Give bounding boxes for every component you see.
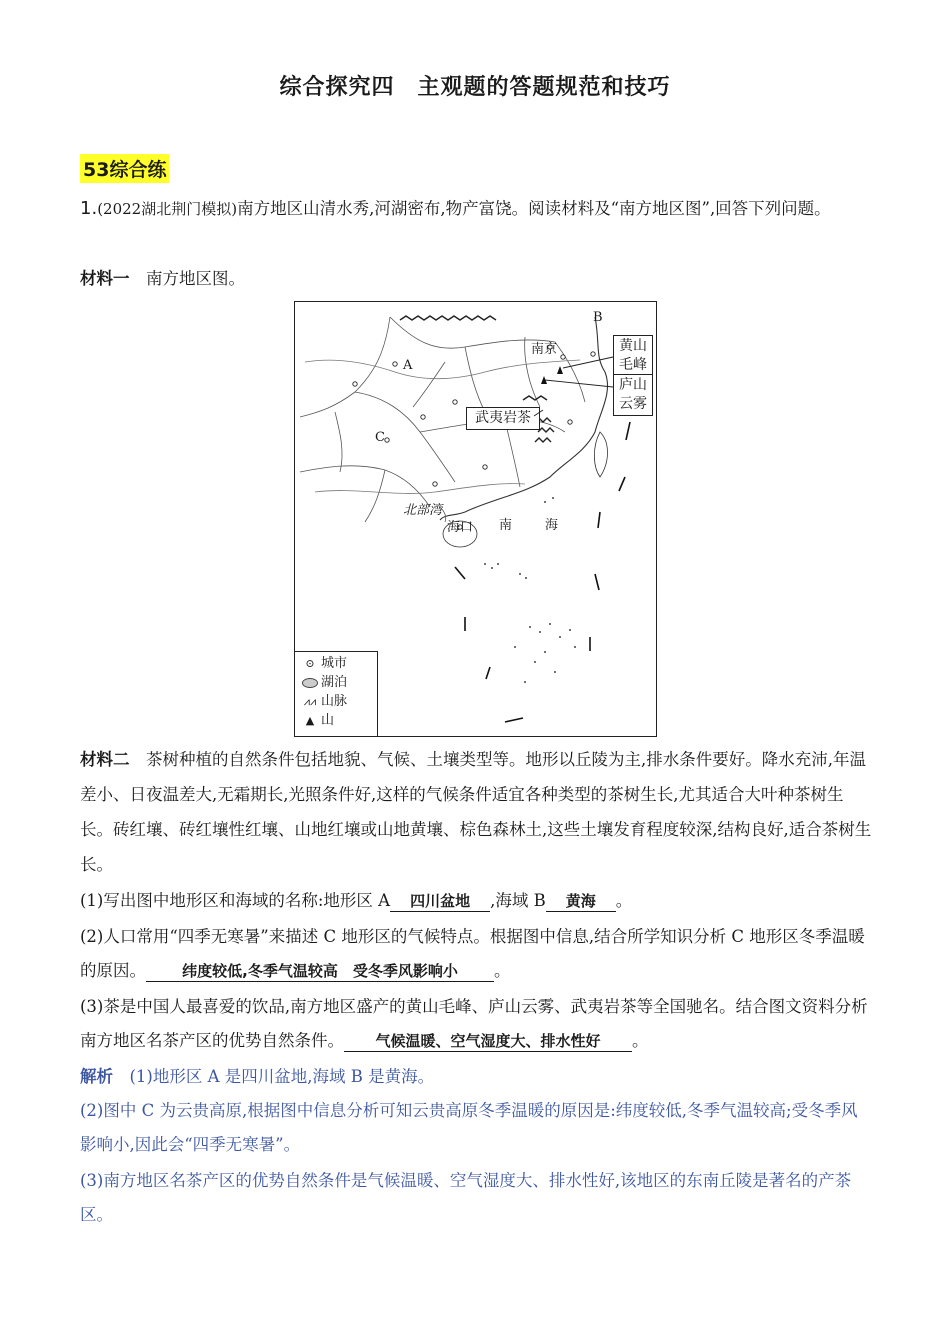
sub-question-1 xyxy=(80,884,872,918)
map-label-beibuwan: 北部湾 xyxy=(403,503,443,518)
material-two-label: 材料二 xyxy=(80,750,130,769)
section-tag: 53综合练 xyxy=(80,154,169,183)
sub-question-2 xyxy=(80,920,872,988)
mountain-icon: ▲ xyxy=(305,714,315,727)
q1-answer-b: 黄海 xyxy=(546,891,616,912)
question-text: 南方地区山清水秀,河湖密布,物产富饶。阅读材料及“南方地区图”,回答下列问题。 xyxy=(237,199,831,218)
tea-lushan-line2: 云雾 xyxy=(619,396,647,412)
q3-prefix: (3)茶是中国人最喜爱的饮品,南方地区盛产的黄山毛峰、庐山云雾、武夷岩茶等全国驰名。结合图文资料分析南方地区名茶产区的优势自然条件。 xyxy=(80,997,868,1050)
question-number: 1. xyxy=(80,198,98,219)
q2-prefix: (2)人口常用“四季无寒暑”来描述 C 地形区的气候特点。根据图中信息,结合所学知识分析 C 地形区冬季温暖的原因。 xyxy=(80,927,865,980)
tea-box-wuyi: 武夷岩茶 xyxy=(466,407,540,430)
material-one-text: 南方地区图。 xyxy=(146,269,245,288)
material-two xyxy=(80,742,872,882)
tea-lushan-line1: 庐山 xyxy=(619,377,647,393)
map-label-a: A xyxy=(403,358,413,373)
legend-mountain-label: 山 xyxy=(321,713,335,728)
sub-question-3 xyxy=(80,990,872,1058)
q2-answer: 纬度较低,冬季气温较高 受冬季风影响小 xyxy=(146,961,494,982)
legend-row-city xyxy=(299,654,347,673)
legend-row-lake xyxy=(299,673,347,692)
legend-range-label: 山脉 xyxy=(321,694,348,709)
map-label-haikou: 海口 xyxy=(447,520,474,535)
q3-answer: 气候温暖、空气湿度大、排水性好 xyxy=(344,1031,632,1052)
page-title: 综合探究四 主观题的答题规范和技巧 xyxy=(279,75,671,100)
q2-suffix: 。 xyxy=(494,961,511,980)
tea-huangshan-line1: 黄山 xyxy=(619,338,647,354)
legend-row-mountain xyxy=(299,711,334,730)
question-source: (2022湖北荆门模拟) xyxy=(97,200,238,218)
q1-suffix: 。 xyxy=(615,891,633,910)
tea-box-huangshan xyxy=(613,335,653,377)
legend-row-range xyxy=(299,692,347,711)
tea-huangshan-line2: 毛峰 xyxy=(619,357,647,373)
map-label-c: C xyxy=(375,430,385,445)
map-label-nanhai-1: 南 xyxy=(499,518,513,533)
analysis-line-3: (3)南方地区名茶产区的优势自然条件是气候温暖、空气湿度大、排水性好,该地区的东南丘陵是著名的产茶区。 xyxy=(80,1171,852,1224)
map-label-nanhai-2: 海 xyxy=(545,518,559,533)
material-two-text: 茶树种植的自然条件包括地貌、气候、土壤类型等。地形以丘陵为主,排水条件要好。降水充沛,年温差小、日夜温差大,无霜期长,光照条件好,这样的气候条件适宜各种类型的茶树生长,尤其适合大叶种茶树生长。砖红壤、砖红壤性红壤、山地红壤或山地黄壤、棕色森林土,这些土壤发育程度较深,结构良好,适合茶树生长。 xyxy=(80,750,872,874)
analysis-line-2: (2)图中 C 为云贵高原,根据图中信息分析可知云贵高原冬季温暖的原因是:纬度较低,冬季气温较高;受冬季风影响小,因此会“四季无寒暑”。 xyxy=(80,1101,858,1154)
analysis-line-1 xyxy=(80,1060,872,1094)
q1-answer-a: 四川盆地 xyxy=(390,891,490,912)
legend-lake-label: 湖泊 xyxy=(321,675,348,690)
q1-prefix: (1)写出图中地形区和海域的名称:地形区 A xyxy=(80,891,391,910)
map-label-b: B xyxy=(593,310,603,325)
analysis-label: 解析 xyxy=(80,1067,113,1086)
city-icon: ⊙ xyxy=(305,657,315,670)
q3-suffix: 。 xyxy=(632,1031,649,1050)
map-legend xyxy=(295,651,378,736)
material-one xyxy=(80,262,872,296)
southern-china-map xyxy=(294,301,657,737)
lake-icon xyxy=(299,673,321,692)
q1-middle: ,海域 B xyxy=(490,891,546,910)
mountain-range-icon: ⩘⩘ xyxy=(303,695,317,708)
analysis-text-1: (1)地形区 A 是四川盆地,海域 B 是黄海。 xyxy=(129,1067,435,1086)
legend-city-label: 城市 xyxy=(321,656,348,671)
material-one-label: 材料一 xyxy=(80,269,130,288)
question-stem xyxy=(80,192,872,226)
tea-box-lushan xyxy=(613,374,653,416)
map-label-nanjing: 南京 xyxy=(531,342,558,357)
